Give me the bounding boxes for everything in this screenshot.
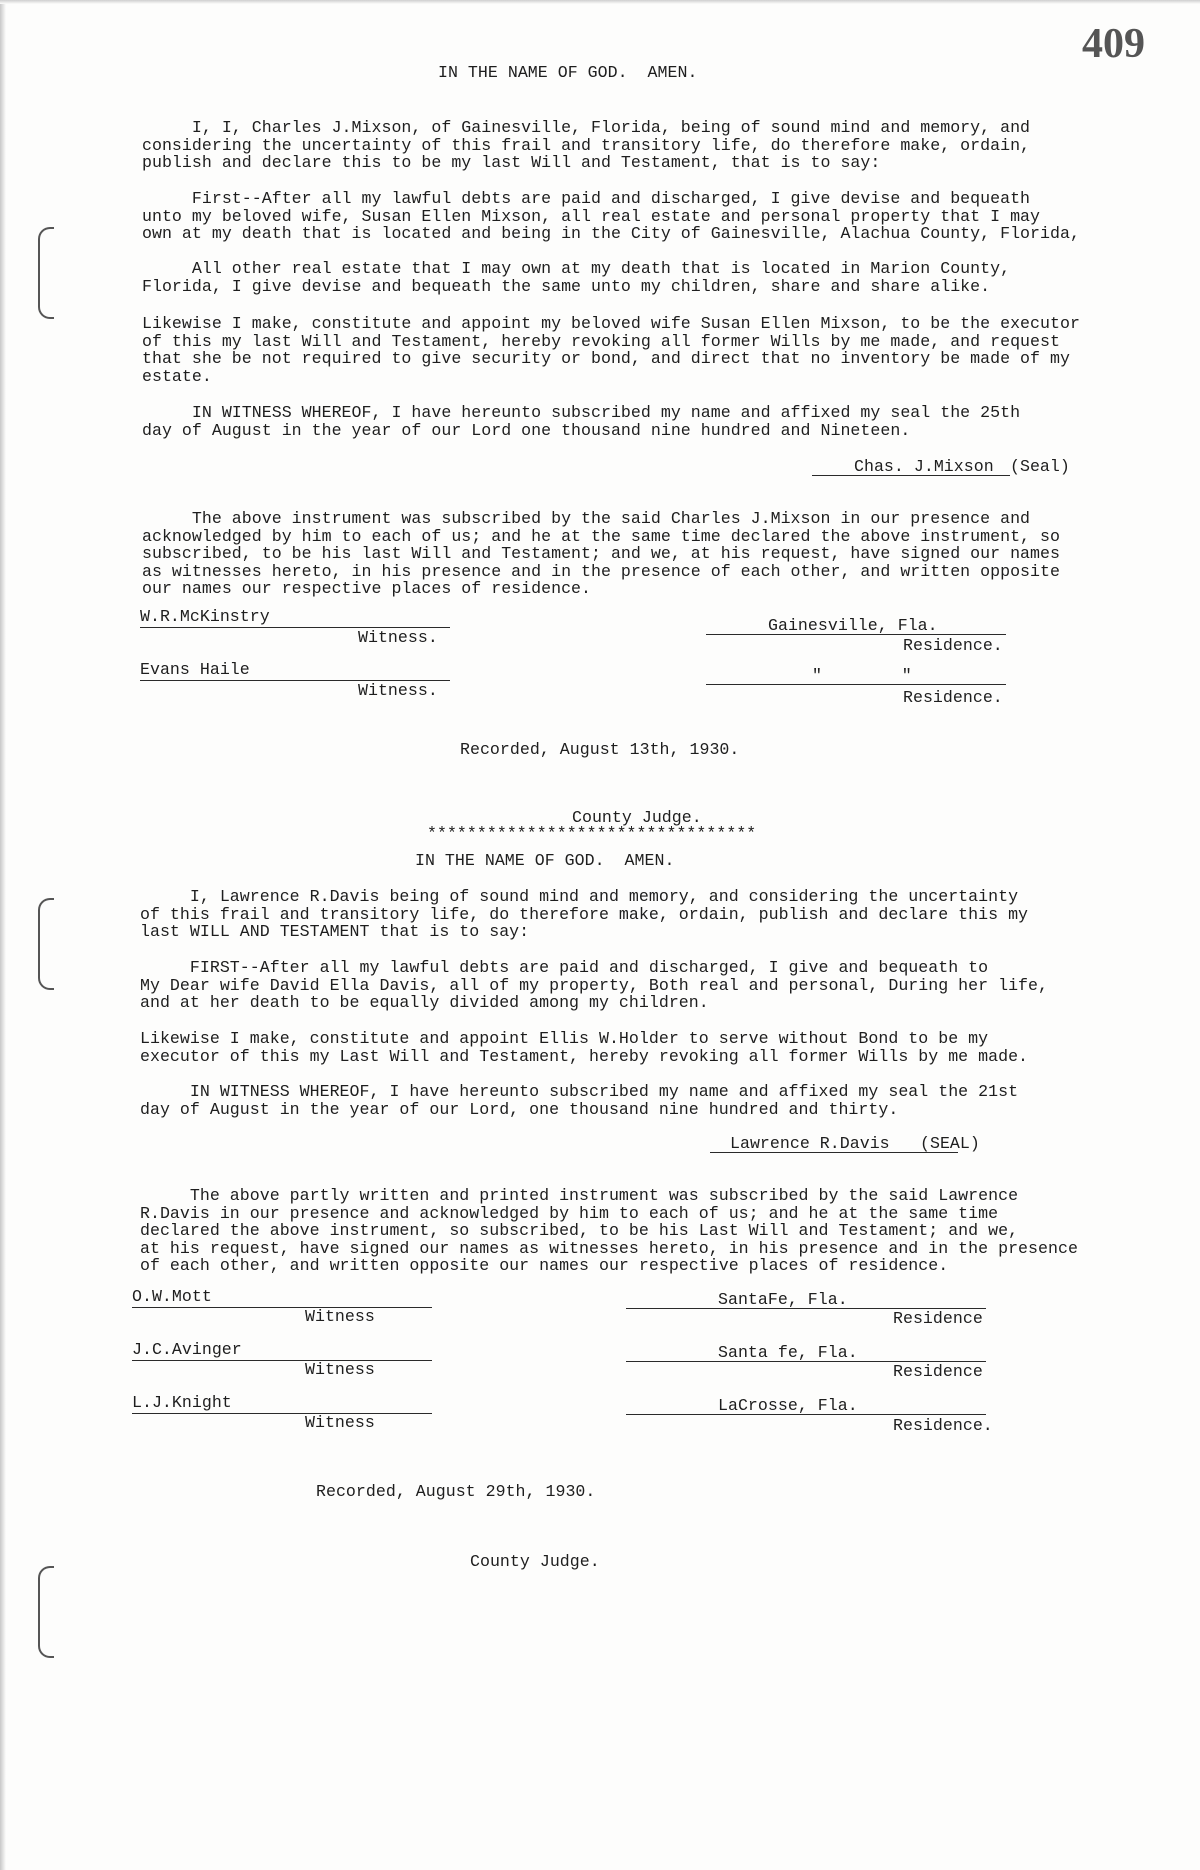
text-line: R.Davis in our presence and acknowledged by him to each of us; and he at the same time	[140, 1203, 999, 1223]
text-line: All other real estate that I may own at my death that is located in Marion County,	[142, 259, 1011, 278]
will1-signature: Chas. J.Mixson	[854, 457, 994, 476]
will2-heading: IN THE NAME OF GOD. AMEN.	[415, 851, 675, 870]
will2-witness-3-name: L.J.Knight	[132, 1393, 232, 1412]
text-line: subscribed, to be his last Will and Testament; and we, at his request, have signed our names	[142, 544, 1060, 564]
will1-residence-1-label: Residence.	[903, 636, 1003, 655]
will1-heading: IN THE NAME OF GOD. AMEN.	[438, 63, 698, 82]
text-line: at his request, have signed our names as witnesses hereto, in his presence and in the presence	[140, 1238, 1078, 1258]
will2-residence-2: Santa fe, Fla.	[718, 1343, 858, 1362]
text-line: acknowledged by him to each of us; and he at the same time declared the above instrument, so	[142, 526, 1060, 546]
text-line: publish and declare this to be my last Will and Testament, that is to say:	[142, 153, 881, 173]
will2-recorded: Recorded, August 29th, 1930.	[316, 1482, 596, 1501]
text-line: I, I, Charles J.Mixson, of Gainesville, Florida, being of sound mind and memory, and	[142, 118, 1031, 137]
text-line: day of August in the year of our Lord one thousand nine hundred and Nineteen.	[142, 420, 911, 440]
will2-witness-2-name: J.C.Avinger	[132, 1340, 242, 1359]
will2-witness-1-line	[132, 1307, 432, 1308]
page-number: 409	[1082, 21, 1145, 67]
will1-residence-2: " "	[812, 666, 912, 685]
will2-residence-3: LaCrosse, Fla.	[718, 1396, 858, 1415]
text-line: and at her death to be equally divided among my children.	[140, 993, 709, 1013]
binder-hole-top	[38, 227, 54, 319]
text-line: that she be not required to give security or bond, and direct that no inventory be made of my	[142, 349, 1070, 369]
will2-paragraph-first	[140, 959, 1048, 1012]
text-line: My Dear wife David Ella Davis, all of my property, Both real and personal, During her life,	[140, 975, 1048, 995]
binder-hole-bottom	[38, 1566, 54, 1658]
will1-paragraph-first	[142, 190, 1080, 243]
will2-residence-1: SantaFe, Fla.	[718, 1290, 848, 1309]
text-line: of this my last Will and Testament, hereby revoking all former Wills by me made, and request	[142, 331, 1060, 351]
will1-paragraph-intro	[142, 119, 1030, 172]
text-line: day of August in the year of our Lord, one thousand nine hundred and thirty.	[140, 1099, 899, 1119]
text-line: our names our respective places of residence.	[142, 579, 592, 599]
will2-residence-3-line	[626, 1414, 986, 1415]
text-line: I, Lawrence R.Davis being of sound mind and memory, and considering the uncertainty	[140, 887, 1019, 906]
will1-witness-1-name: W.R.McKinstry	[140, 607, 270, 626]
will2-signature: Lawrence R.Davis	[730, 1134, 890, 1153]
will1-attestation	[142, 510, 1060, 598]
will1-witness-1-label: Witness.	[358, 628, 438, 647]
will1-seal: (Seal)	[1010, 457, 1070, 476]
will1-paragraph-marion	[142, 260, 1010, 295]
will1-paragraph-witness-whereof	[142, 404, 1020, 439]
will2-witness-2-label: Witness	[305, 1360, 375, 1379]
will2-witness-2-line	[132, 1360, 432, 1361]
will2-county-judge: County Judge.	[470, 1552, 600, 1571]
text-line: of each other, and written opposite our names our respective places of residence.	[140, 1256, 949, 1276]
separator-asterisks: *********************************	[427, 824, 757, 843]
text-line: Likewise I make, constitute and appoint my beloved wife Susan Ellen Mixson, to be the executor	[142, 314, 1080, 333]
will1-recorded: Recorded, August 13th, 1930.	[460, 740, 740, 759]
will2-paragraph-witness-whereof	[140, 1083, 1018, 1118]
will1-witness-2-name: Evans Haile	[140, 660, 250, 679]
text-line: Florida, I give devise and bequeath the same unto my children, share and share alike.	[142, 276, 991, 296]
text-line: FIRST--After all my lawful debts are paid and discharged, I give and bequeath to	[140, 958, 989, 977]
will1-county-judge: County Judge.	[572, 808, 702, 827]
text-line: declared the above instrument, so subscribed, to be his Last Will and Testament; and we,	[140, 1221, 1019, 1241]
will2-witness-3-line	[132, 1413, 432, 1414]
will2-residence-2-label: Residence	[893, 1362, 983, 1381]
text-line: IN WITNESS WHEREOF, I have hereunto subscribed my name and affixed my seal the 21st	[140, 1082, 1019, 1101]
text-line: IN WITNESS WHEREOF, I have hereunto subscribed my name and affixed my seal the 25th	[142, 403, 1021, 422]
will1-witness-2-label: Witness.	[358, 681, 438, 700]
text-line: executor of this my Last Will and Testament, hereby revoking all former Wills by me made.	[140, 1046, 1029, 1066]
will1-residence-1-line	[706, 634, 1006, 635]
text-line: Likewise I make, constitute and appoint Ellis W.Holder to serve without Bond to be my	[140, 1029, 989, 1048]
text-line: The above instrument was subscribed by the said Charles J.Mixson in our presence and	[142, 509, 1031, 528]
will2-paragraph-intro	[140, 888, 1028, 941]
will1-residence-2-label: Residence.	[903, 688, 1003, 707]
will1-residence-2-line	[706, 684, 1006, 685]
will2-witness-3-label: Witness	[305, 1413, 375, 1432]
page-top-shadow	[0, 0, 1200, 4]
text-line: The above partly written and printed instrument was subscribed by the said Lawrence	[140, 1186, 1019, 1205]
text-line: last WILL AND TESTAMENT that is to say:	[140, 922, 530, 942]
binder-hole-middle	[38, 898, 54, 990]
text-line: own at my death that is located and being in the City of Gainesville, Alachua County, Florida,	[142, 224, 1080, 244]
will2-residence-1-label: Residence	[893, 1309, 983, 1328]
will2-witness-1-name: O.W.Mott	[132, 1287, 212, 1306]
text-line: considering the uncertainty of this frail and transitory life, do therefore make, ordain,	[142, 135, 1031, 155]
text-line: as witnesses hereto, in his presence and in the presence of each other, and written opposite	[142, 561, 1060, 581]
will2-seal: (SEAL)	[920, 1134, 980, 1153]
text-line: unto my beloved wife, Susan Ellen Mixson, all real estate and personal property that I may	[142, 206, 1041, 226]
will2-residence-3-label: Residence.	[893, 1416, 993, 1435]
will1-residence-1: Gainesville, Fla.	[768, 616, 938, 635]
will2-paragraph-executor	[140, 1030, 1028, 1065]
text-line: First--After all my lawful debts are paid and discharged, I give devise and bequeath	[142, 189, 1031, 208]
text-line: estate.	[142, 366, 212, 386]
text-line: of this frail and transitory life, do therefore make, ordain, publish and declare this my	[140, 904, 1029, 924]
will2-attestation	[140, 1187, 1078, 1275]
page-edge-shadow	[0, 0, 6, 1870]
will1-paragraph-executor	[142, 315, 1080, 385]
will2-witness-1-label: Witness	[305, 1307, 375, 1326]
